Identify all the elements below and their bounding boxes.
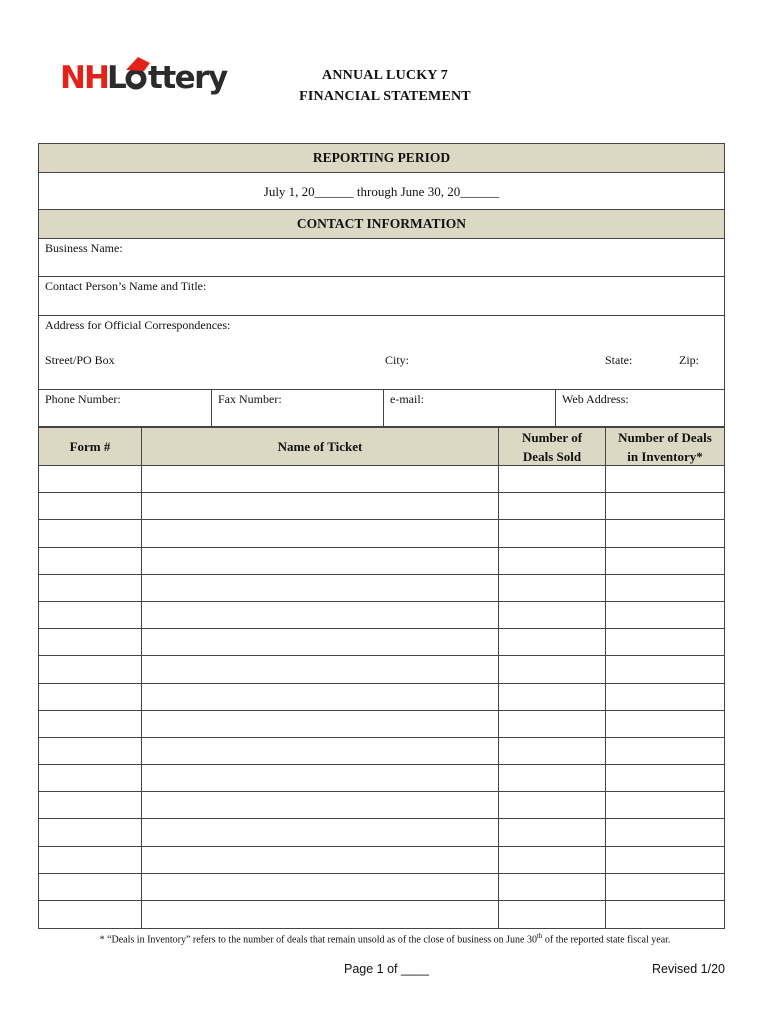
deals-sold-cell[interactable]	[499, 874, 606, 900]
ticket-name-cell[interactable]	[142, 466, 499, 492]
deals-inventory-cell[interactable]	[606, 520, 724, 546]
deals-sold-cell[interactable]	[499, 711, 606, 737]
contact-information-heading: CONTACT INFORMATION	[296, 216, 467, 231]
inventory-footnote	[0, 932, 770, 945]
footnote-text-before: * “Deals in Inventory” refers to the number of deals that remain unsold as of the close of business on June 30	[99, 934, 537, 946]
form-number-cell[interactable]	[39, 520, 142, 546]
table-row	[39, 548, 724, 575]
deals-sold-cell[interactable]	[499, 602, 606, 628]
contact-person-label: Contact Person’s Name and Title:	[45, 279, 207, 293]
deals-inventory-cell[interactable]	[606, 466, 724, 492]
form-number-cell[interactable]	[39, 847, 142, 873]
address-label: Address for Official Correspondences:	[45, 318, 231, 332]
deals-inventory-cell[interactable]	[606, 711, 724, 737]
col-inventory-line1: Number of Deals	[618, 429, 712, 445]
phone-number-label: Phone Number:	[45, 392, 121, 406]
web-address-field[interactable]	[556, 390, 724, 426]
table-row	[39, 520, 724, 547]
phone-fax-email-web-row	[39, 390, 724, 426]
deals-sold-cell[interactable]	[499, 656, 606, 682]
deals-sold-cell[interactable]	[499, 738, 606, 764]
deals-inventory-cell[interactable]	[606, 765, 724, 791]
street-label: Street/PO Box	[45, 353, 115, 367]
deals-sold-cell[interactable]	[499, 847, 606, 873]
deals-inventory-cell[interactable]	[606, 901, 724, 928]
table-row	[39, 765, 724, 792]
deals-inventory-cell[interactable]	[606, 819, 724, 845]
ticket-name-cell[interactable]	[142, 792, 499, 818]
table-row	[39, 656, 724, 683]
form-number-cell[interactable]	[39, 656, 142, 682]
form-number-cell[interactable]	[39, 711, 142, 737]
ticket-name-cell[interactable]	[142, 765, 499, 791]
table-row	[39, 901, 724, 928]
footnote-superscript: th	[536, 932, 543, 940]
reporting-period-range: July 1, 20______ through June 30, 20______	[263, 184, 500, 199]
form-number-cell[interactable]	[39, 629, 142, 655]
deals-inventory-cell[interactable]	[606, 874, 724, 900]
reporting-period-row[interactable]	[39, 173, 724, 210]
table-row	[39, 819, 724, 846]
address-field[interactable]	[39, 316, 724, 390]
deals-sold-cell[interactable]	[499, 684, 606, 710]
deals-inventory-cell[interactable]	[606, 629, 724, 655]
deals-sold-cell[interactable]	[499, 792, 606, 818]
svg-text:L: L	[107, 60, 126, 96]
deals-inventory-cell[interactable]	[606, 493, 724, 519]
ticket-name-cell[interactable]	[142, 629, 499, 655]
fax-number-label: Fax Number:	[218, 392, 282, 406]
form-number-cell[interactable]	[39, 548, 142, 574]
ticket-name-cell[interactable]	[142, 575, 499, 601]
ticket-name-cell[interactable]	[142, 493, 499, 519]
table-row	[39, 792, 724, 819]
document-title-line1: ANNUAL LUCKY 7	[322, 68, 448, 83]
ticket-name-cell[interactable]	[142, 819, 499, 845]
deals-sold-cell[interactable]	[499, 466, 606, 492]
svg-text:NH: NH	[60, 60, 108, 96]
form-number-cell[interactable]	[39, 765, 142, 791]
deals-inventory-cell[interactable]	[606, 792, 724, 818]
web-address-label: Web Address:	[562, 392, 629, 406]
table-row	[39, 602, 724, 629]
deals-inventory-cell[interactable]	[606, 548, 724, 574]
col-form-header: Form #	[39, 428, 142, 465]
table-row	[39, 629, 724, 656]
col-deals-sold-header	[499, 428, 606, 465]
ticket-name-cell[interactable]	[142, 548, 499, 574]
col-inventory-line2: in Inventory*	[627, 448, 703, 464]
deals-sold-cell[interactable]	[499, 520, 606, 546]
reporting-period-header	[39, 144, 724, 173]
deals-inventory-cell[interactable]	[606, 738, 724, 764]
ticket-name-cell[interactable]	[142, 711, 499, 737]
deals-inventory-cell[interactable]	[606, 684, 724, 710]
ticket-name-cell[interactable]	[142, 684, 499, 710]
ticket-name-cell[interactable]	[142, 847, 499, 873]
deals-sold-cell[interactable]	[499, 575, 606, 601]
table-row	[39, 466, 724, 493]
col-name-header: Name of Ticket	[142, 428, 499, 465]
form-number-cell[interactable]	[39, 819, 142, 845]
zip-label: Zip:	[679, 353, 699, 367]
table-row	[39, 684, 724, 711]
table-row	[39, 738, 724, 765]
form-number-cell[interactable]	[39, 738, 142, 764]
ticket-name-cell[interactable]	[142, 874, 499, 900]
reporting-period-heading: REPORTING PERIOD	[312, 150, 451, 165]
deals-sold-cell[interactable]	[499, 493, 606, 519]
svg-text:ttery: ttery	[148, 60, 227, 96]
form-number-cell[interactable]	[39, 684, 142, 710]
form-number-cell[interactable]	[39, 575, 142, 601]
deals-sold-cell[interactable]	[499, 765, 606, 791]
col-deals-sold-line1: Number of	[521, 429, 583, 445]
contact-information-header	[39, 210, 724, 239]
business-name-field[interactable]	[39, 239, 724, 277]
deals-inventory-cell[interactable]	[606, 602, 724, 628]
document-title-line2: FINANCIAL STATEMENT	[299, 89, 471, 104]
table-header-row	[39, 428, 724, 466]
ticket-name-cell[interactable]	[142, 901, 499, 928]
form-number-cell[interactable]	[39, 493, 142, 519]
ticket-name-cell[interactable]	[142, 656, 499, 682]
deals-sold-cell[interactable]	[499, 629, 606, 655]
form-number-cell[interactable]	[39, 466, 142, 492]
footnote-text-after: of the reported state fiscal year.	[542, 934, 671, 946]
table-row	[39, 493, 724, 520]
table-row	[39, 711, 724, 738]
form-number-cell[interactable]	[39, 874, 142, 900]
contact-form	[38, 143, 725, 427]
table-row	[39, 847, 724, 874]
deals-sold-cell[interactable]	[499, 901, 606, 928]
col-deals-sold-line2: Deals Sold	[522, 448, 582, 464]
table-body	[39, 466, 724, 928]
ticket-name-cell[interactable]	[142, 738, 499, 764]
deals-inventory-cell[interactable]	[606, 656, 724, 682]
deals-inventory-cell[interactable]	[606, 575, 724, 601]
form-number-cell[interactable]	[39, 602, 142, 628]
city-label: City:	[385, 353, 410, 367]
deals-inventory-cell[interactable]	[606, 847, 724, 873]
phone-number-field[interactable]	[39, 390, 212, 426]
deals-sold-cell[interactable]	[499, 819, 606, 845]
contact-person-field[interactable]	[39, 277, 724, 316]
deals-sold-cell[interactable]	[499, 548, 606, 574]
ticket-name-cell[interactable]	[142, 602, 499, 628]
form-number-cell[interactable]	[39, 792, 142, 818]
page-number: Page 1 of ____	[344, 962, 429, 976]
fax-number-field[interactable]	[212, 390, 384, 426]
email-label: e-mail:	[390, 392, 424, 406]
state-label: State:	[605, 353, 633, 367]
email-field[interactable]	[384, 390, 556, 426]
revision-date: Revised 1/20	[652, 962, 725, 976]
table-row	[39, 874, 724, 901]
table-row	[39, 575, 724, 602]
form-number-cell[interactable]	[39, 901, 142, 928]
business-name-label: Business Name:	[45, 241, 123, 255]
ticket-name-cell[interactable]	[142, 520, 499, 546]
ticket-table	[38, 427, 725, 929]
col-inventory-header	[606, 428, 724, 465]
